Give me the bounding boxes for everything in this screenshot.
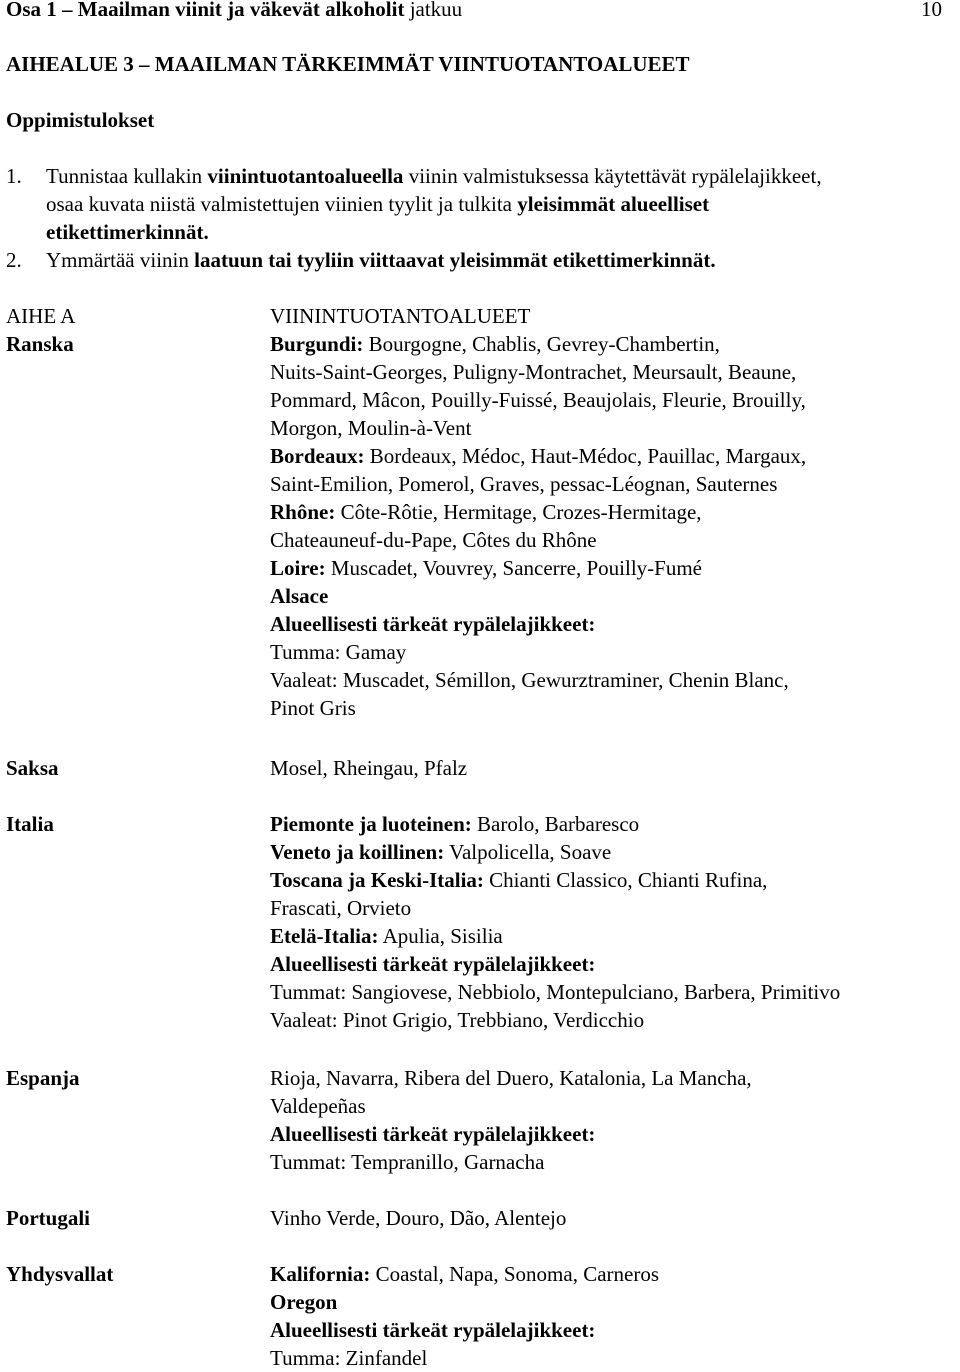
- text: Muscadet, Vouvrey, Sancerre, Pouilly-Fumé: [325, 556, 702, 580]
- topic-label: AIHE A: [6, 304, 76, 328]
- bold-text: Toscana ja Keski-Italia:: [270, 868, 484, 892]
- grape-heading: [270, 1316, 595, 1344]
- region-line: [270, 1288, 337, 1316]
- country-yhdysvallat: Yhdysvallat: [6, 1262, 114, 1286]
- grape-line: [270, 638, 406, 666]
- text: Frascati, Orvieto: [270, 896, 412, 920]
- text: Valpolicella, Soave: [444, 840, 612, 864]
- text: Vinho Verde, Douro, Dão, Alentejo: [270, 1206, 567, 1230]
- region-line: [270, 754, 467, 782]
- region-line: [270, 1064, 752, 1092]
- text: Coastal, Napa, Sonoma, Carneros: [370, 1262, 660, 1286]
- text: Tummat: Sangiovese, Nebbiolo, Montepulciano, Barbera, Primitivo: [270, 980, 841, 1004]
- country-ranska: Ranska: [6, 332, 74, 356]
- objective-2-number: 2.: [6, 248, 22, 272]
- text: Tunnistaa kullakin: [46, 164, 208, 188]
- bold-text: Alueellisesti tärkeät rypälelajikkeet:: [270, 1318, 596, 1342]
- text: Saint-Emilion, Pomerol, Graves, pessac-Léognan, Sauternes: [270, 472, 778, 496]
- bold-text: Alueellisesti tärkeät rypälelajikkeet:: [270, 952, 596, 976]
- objective-1-line: [46, 162, 822, 190]
- region-line: [270, 498, 702, 526]
- header-part-title: Osa 1 – Maailman viinit ja väkevät alkoholit: [6, 0, 405, 21]
- region-line: [270, 386, 806, 414]
- text: Bourgogne, Chablis, Gevrey-Chambertin,: [363, 332, 720, 356]
- country-italia: Italia: [6, 812, 54, 836]
- text: Ymmärtää viinin: [46, 248, 195, 272]
- text: Valdepeñas: [270, 1094, 366, 1118]
- bold-text: Alueellisesti tärkeät rypälelajikkeet:: [270, 1122, 596, 1146]
- grape-heading: [270, 1120, 595, 1148]
- bold-text: Burgundi:: [270, 332, 364, 356]
- region-line: [270, 526, 597, 554]
- bold-text: viinintuotantoalueella: [207, 164, 404, 188]
- page-header: [6, 0, 462, 23]
- region-line: [270, 838, 611, 866]
- text: osaa kuvata niistä valmistettujen viinien tyylit ja tulkita: [46, 192, 518, 216]
- text: Nuits-Saint-Georges, Puligny-Montrachet, Meursault, Beaune,: [270, 360, 797, 384]
- region-line: [270, 330, 720, 358]
- region-line: [270, 810, 639, 838]
- objective-1-line: [46, 218, 209, 246]
- text: Barolo, Barbaresco: [471, 812, 640, 836]
- text: Pinot Gris: [270, 696, 356, 720]
- grape-heading: [270, 610, 595, 638]
- header-continued: jatkuu: [404, 0, 463, 21]
- regions-heading: [270, 302, 530, 330]
- page-number: 10: [921, 0, 942, 21]
- country-saksa: Saksa: [6, 756, 59, 780]
- grape-heading: [270, 950, 595, 978]
- region-line: [270, 1204, 566, 1232]
- bold-text: yleisimmät alueelliset: [517, 192, 710, 216]
- region-line: [270, 922, 503, 950]
- text: Rioja, Navarra, Ribera del Duero, Katalonia, La Mancha,: [270, 1066, 752, 1090]
- text: viinin valmistuksessa käytettävät rypälelajikkeet,: [403, 164, 822, 188]
- bold-text: Piemonte ja luoteinen:: [270, 812, 472, 836]
- text: Pommard, Mâcon, Pouilly-Fuissé, Beaujolais, Fleurie, Brouilly,: [270, 388, 806, 412]
- grape-line: [270, 1006, 644, 1034]
- objective-1-line: [46, 190, 709, 218]
- bold-text: etikettimerkinnät.: [46, 220, 209, 244]
- text: Chianti Classico, Chianti Rufina,: [483, 868, 768, 892]
- region-line: [270, 414, 471, 442]
- region-line: [270, 358, 796, 386]
- region-line: [270, 582, 328, 610]
- text: Apulia, Sisilia: [378, 924, 503, 948]
- text: Vaaleat: Pinot Grigio, Trebbiano, Verdicchio: [270, 1008, 645, 1032]
- bold-text: Etelä-Italia:: [270, 924, 379, 948]
- bold-text: Alsace: [270, 584, 329, 608]
- bold-text: Veneto ja koillinen:: [270, 840, 445, 864]
- text: Côte-Rôtie, Hermitage, Crozes-Hermitage,: [335, 500, 702, 524]
- objectives-heading: Oppimistulokset: [6, 108, 155, 132]
- text: VIININTUOTANTOALUEET: [270, 304, 531, 328]
- text: Chateauneuf-du-Pape, Côtes du Rhône: [270, 528, 597, 552]
- region-line: [270, 1092, 366, 1120]
- text: Tumma: Zinfandel: [270, 1346, 428, 1370]
- bold-text: Kalifornia:: [270, 1262, 371, 1286]
- region-line: [270, 470, 777, 498]
- region-line: [270, 1260, 659, 1288]
- section-title: AIHEALUE 3 – MAAILMAN TÄRKEIMMÄT VIINTUOTANTOALUEET: [6, 52, 690, 76]
- text: Tummat: Tempranillo, Garnacha: [270, 1150, 545, 1174]
- region-line: [270, 866, 767, 894]
- text: Vaaleat: Muscadet, Sémillon, Gewurztraminer, Chenin Blanc,: [270, 668, 789, 692]
- region-line: [270, 554, 702, 582]
- text: Bordeaux, Médoc, Haut-Médoc, Pauillac, Margaux,: [364, 444, 807, 468]
- bold-text: Alueellisesti tärkeät rypälelajikkeet:: [270, 612, 596, 636]
- region-line: [270, 442, 806, 470]
- grape-line: [270, 1344, 427, 1372]
- grape-line: [270, 1148, 544, 1176]
- grape-line: [270, 666, 789, 694]
- region-line: [270, 894, 411, 922]
- bold-text: Bordeaux:: [270, 444, 365, 468]
- country-espanja: Espanja: [6, 1066, 80, 1090]
- country-portugali: Portugali: [6, 1206, 90, 1230]
- objective-2-line: [46, 246, 716, 274]
- text: Tumma: Gamay: [270, 640, 407, 664]
- grape-line: [270, 694, 356, 722]
- bold-text: laatuun tai tyyliin viittaavat yleisimmät etikettimerkinnät.: [194, 248, 716, 272]
- bold-text: Oregon: [270, 1290, 338, 1314]
- text: Mosel, Rheingau, Pfalz: [270, 756, 468, 780]
- bold-text: Loire:: [270, 556, 326, 580]
- grape-line: [270, 978, 840, 1006]
- bold-text: Rhône:: [270, 500, 336, 524]
- text: Morgon, Moulin-à-Vent: [270, 416, 472, 440]
- objective-1-number: 1.: [6, 164, 22, 188]
